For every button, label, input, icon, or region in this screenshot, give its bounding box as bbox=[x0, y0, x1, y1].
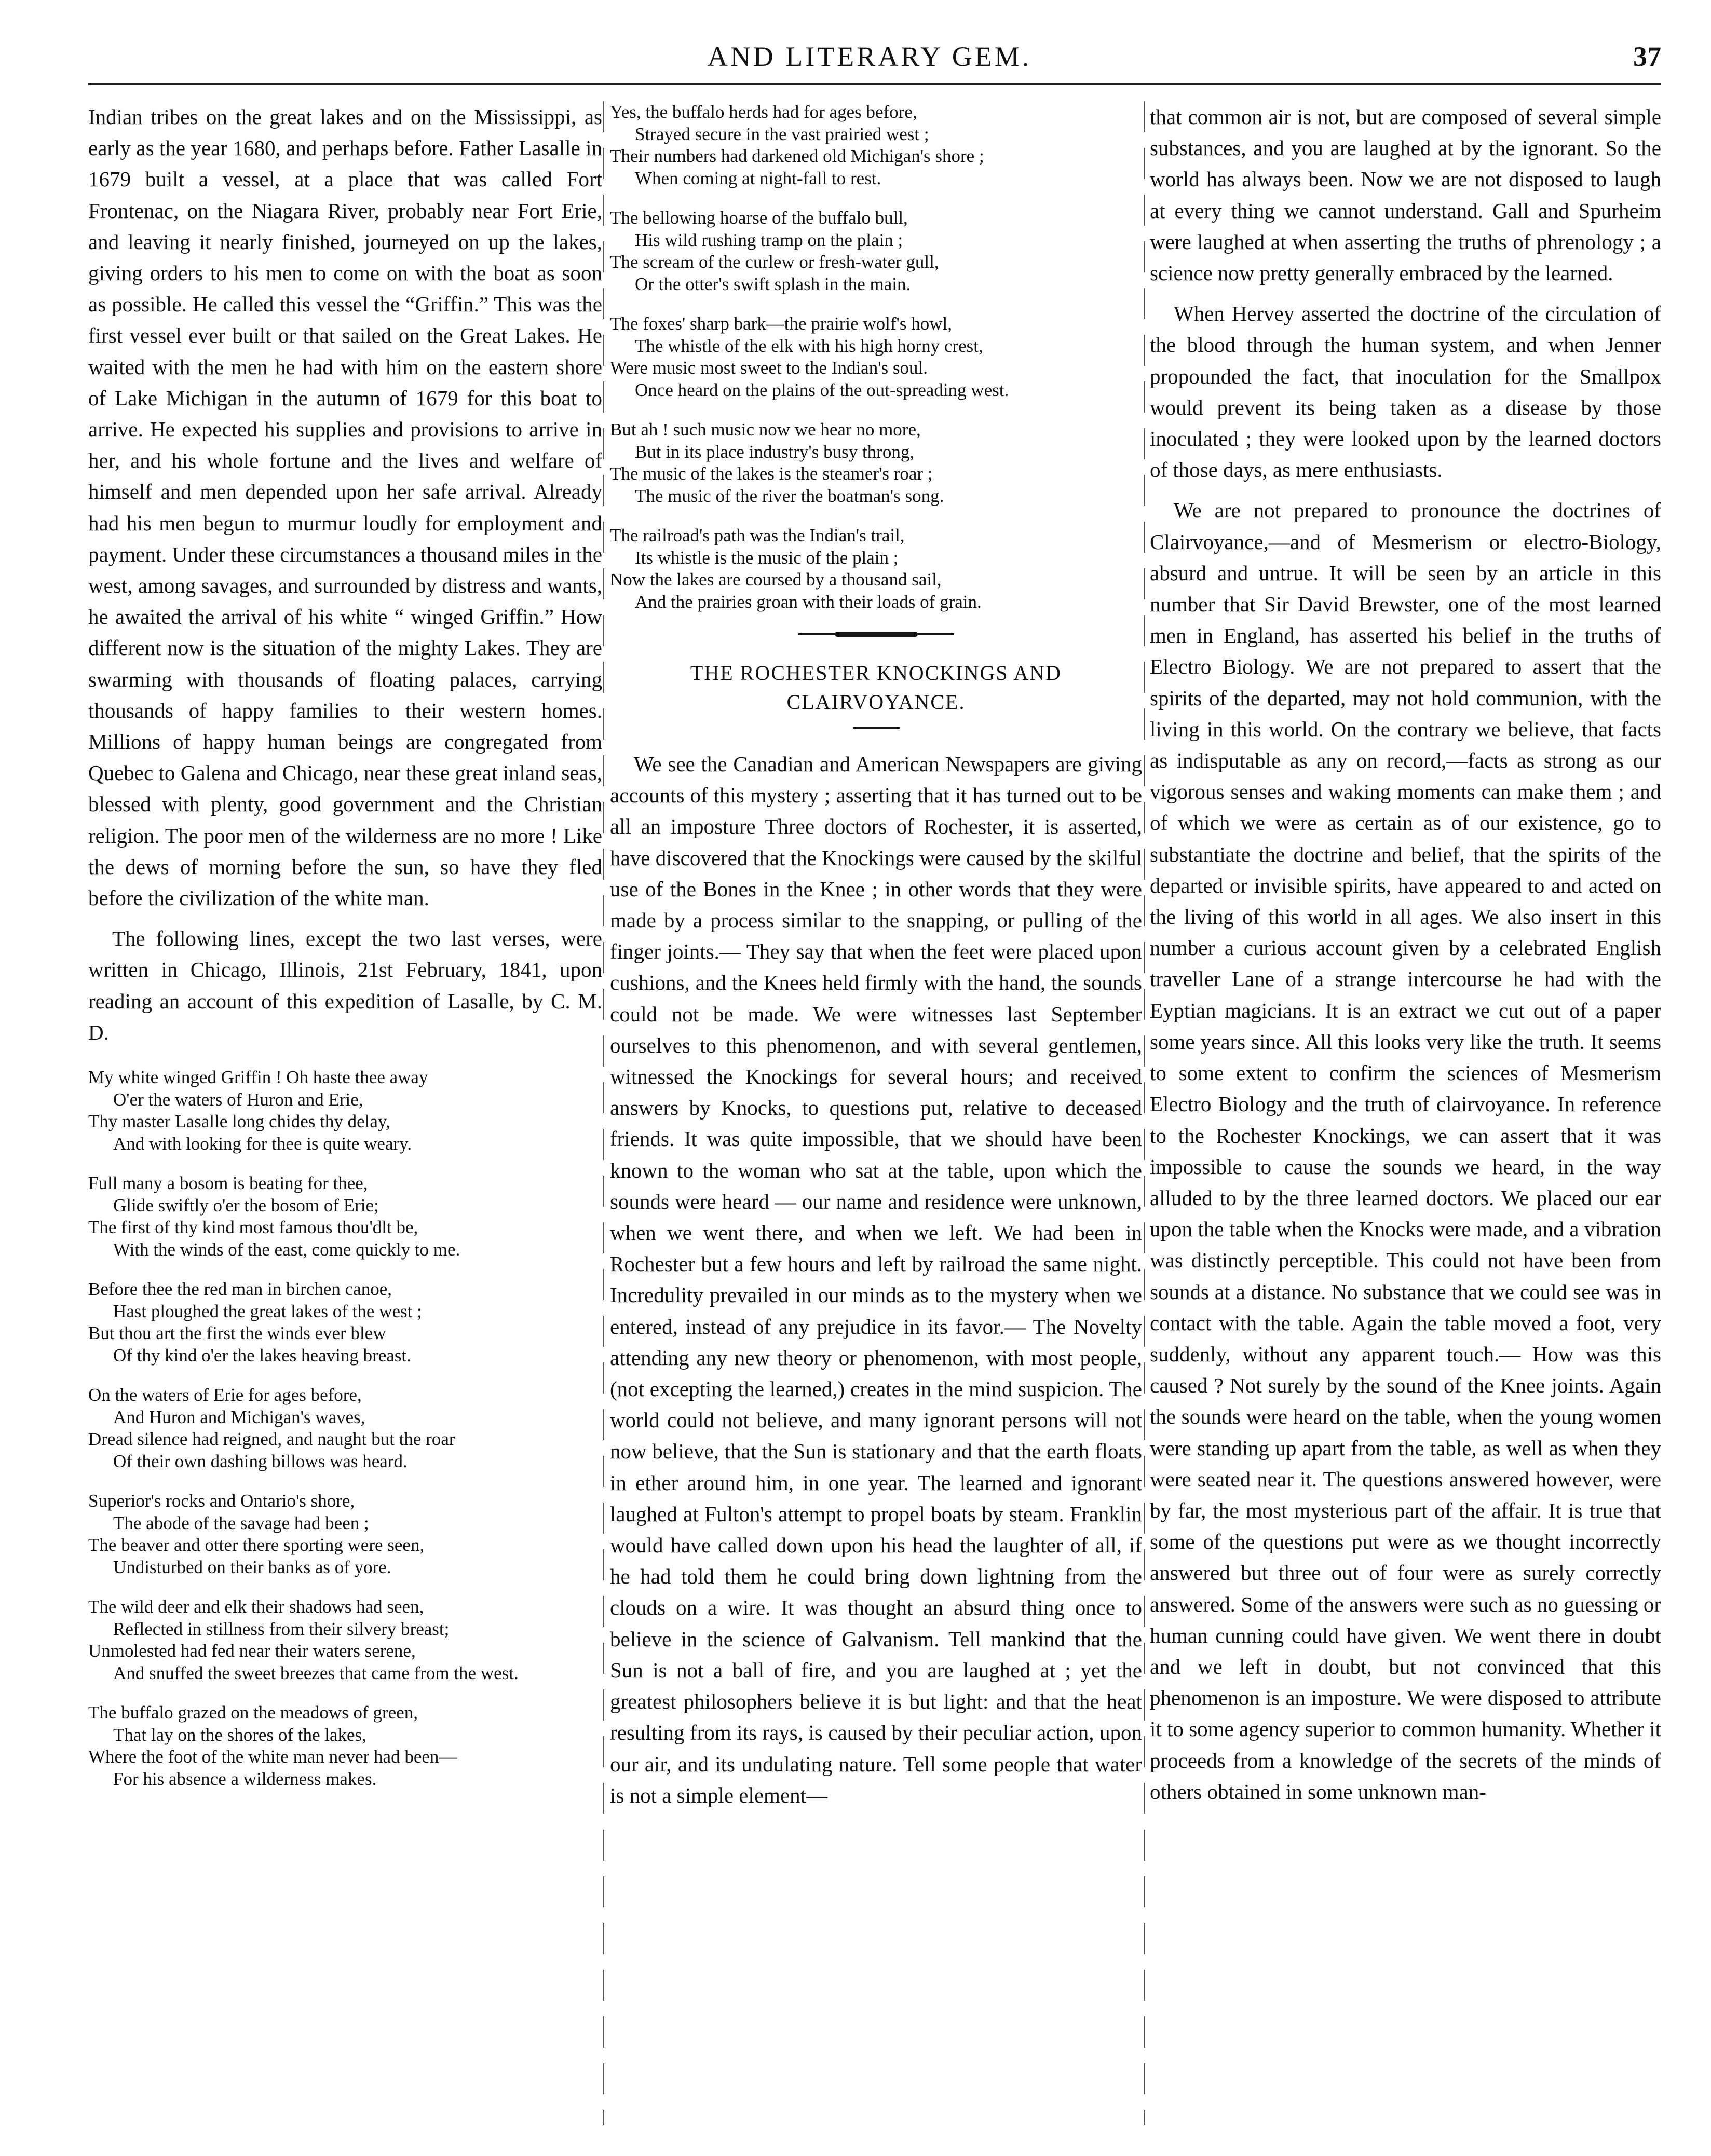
poem-stanza bbox=[88, 1278, 602, 1367]
paragraph: The following lines, except the two last verses, were written in Chicago, Illinois, 21st February, 1841, upon reading an account of this expedition of Lasalle, by C. M. D. bbox=[88, 926, 602, 1044]
poem-stanza bbox=[88, 1490, 602, 1578]
page-number: 37 bbox=[1633, 41, 1661, 72]
section-title bbox=[610, 659, 1142, 717]
poem-line: The first of thy kind most famous thou'dlt be, bbox=[88, 1217, 418, 1238]
running-title: AND LITERARY GEM. bbox=[707, 41, 1032, 72]
poem-line: But ah ! such music now we hear no more, bbox=[610, 419, 921, 440]
poem-line: The wild deer and elk their shadows had seen, bbox=[88, 1596, 424, 1617]
poem-line: His wild rushing tramp on the plain ; bbox=[635, 229, 903, 250]
poem-line: Once heard on the plains of the out-spreading west. bbox=[635, 379, 1009, 400]
poem-line: Superior's rocks and Ontario's shore, bbox=[88, 1491, 355, 1511]
poem-line: And with looking for thee is quite weary. bbox=[113, 1133, 412, 1154]
poem-line: The abode of the savage had been ; bbox=[113, 1512, 369, 1533]
poem-stanza bbox=[610, 419, 1142, 507]
poem-line: My white winged Griffin ! Oh haste thee away bbox=[88, 1067, 428, 1088]
poem-line: And the prairies groan with their loads of grain. bbox=[635, 591, 982, 612]
poem-line: Its whistle is the music of the plain ; bbox=[635, 547, 899, 568]
column-divider bbox=[603, 101, 604, 2125]
poem-stanza bbox=[610, 101, 1142, 189]
poem-line: And snuffed the sweet breezes that came from the west. bbox=[113, 1662, 519, 1683]
poem-line: And Huron and Michigan's waves, bbox=[113, 1407, 365, 1427]
column-right bbox=[1150, 101, 1661, 1807]
poem-line: Of their own dashing billows was heard. bbox=[113, 1451, 408, 1471]
ornamental-rule bbox=[798, 631, 954, 638]
poem-line: Glide swiftly o'er the bosom of Erie; bbox=[113, 1195, 379, 1216]
column-left bbox=[88, 101, 602, 1808]
poem-line: Reflected in stillness from their silvery breast; bbox=[113, 1618, 450, 1639]
section-title-line: THE ROCHESTER KNOCKINGS AND bbox=[690, 661, 1062, 685]
poem-line: For his absence a wilderness makes. bbox=[113, 1768, 377, 1789]
poem-line: Now the lakes are coursed by a thousand sail, bbox=[610, 569, 942, 590]
poem-line: But thou art the first the winds ever blew bbox=[88, 1323, 386, 1344]
divider bbox=[853, 727, 900, 729]
poem-stanza bbox=[88, 1067, 602, 1155]
poem-line: The foxes' sharp bark—the prairie wolf's howl, bbox=[610, 313, 952, 334]
paragraph: We see the Canadian and American Newspapers are giving accounts of this mystery ; asserting that it has turned out to be all an imposture Three doctors of Rochester, it is asserted, have discovered that the Knockings were caused by the skilful use of the Bones in the Knee ; in other words that they were made by a process similar to the snapping, or pulling of the finger joints.— They say that when the feet were placed upon cushions, and the Knees held firmly with the hand, the sounds could not be made. We were witnesses last September ourselves to this phenomenon, and with several gentlemen, witnessed the Knockings for several hours; and received answers by Knocks, to questions put, relative to deceased friends. It was quite impossible, that we should have been known to the woman who sat at the table, upon which the sounds were heard — our name and residence were unknown, when we went there, and when we left. We had been in Rochester but a few hours and left by railroad the same night. Incredulity prevailed in our minds as to the mystery when we entered, instead of any prejudice in its favor.— The Novelty attending any new theory or phenomenon, with most people, (not excepting the learned,) creates in the mind suspicion. The world could not believe, and many ignorant persons will not now believe, that the Sun is stationary and that the earth floats in ether around him, in one year. The learned and ignorant laughed at Fulton's attempt to propel boats by steam. Franklin would have called down upon his head the laughter of all, if he had told them he could bring down lightning from the clouds on a wire. It was thought an absurd thing once to believe in the science of Galvanism. Tell mankind that the Sun is not a ball of fire, and you are laughed at ; yet the greatest philosophers believe it is but light: and that the heat resulting from its rays, is caused by their peculiar action, upon our air, and its undulating nature. Tell some people that water is not a simple element— bbox=[610, 752, 1142, 1807]
poem-line: Full many a bosom is beating for thee, bbox=[88, 1173, 368, 1194]
paragraph: We are not prepared to pronounce the doctrines of Clairvoyance,—and of Mesmerism or electro-Biology, absurd and untrue. It will be seen by an article in this number that Sir David Brewster, one of the most learned men in England, has asserted his belief in the truths of Electro Biology. We are not prepared to assert that the spirits of the departed, may not hold communion, with the living in this world. On the contrary we believe, that facts as indisputable as any on record,—facts as strong as our vigorous senses and waking moments can make them ; and of which we were as certain as of our existence, go to substantiate the doctrine and belief, that the spirits of the departed or invisible spirits, have appeared to and acted on the living of this world in all ages. We also insert in this number a curious account given by a celebrated English traveller Lane of a strange intercourse he had with the Eyptian magicians. It is an extract we cut out of a paper some years since. All this looks very like the truth. It seems to some extent to confirm the sciences of Mesmerism Electro Biology and the truth of clairvoyance. In reference to the Rochester Knockings, we can assert that it was impossible to cause the sounds we heard, in the way alluded to by the three learned doctors. We placed our ear upon the table when the Knocks were made, and a vibration was distinctly perceptible. This could not have been from sounds at a distance. No substance that we could see was in contact with the table. Again the table moved a foot, very suddenly, without any apparent touch.— How was this caused ? Not surely by the sound of the Knee joints. Again the sounds were heard on the table, when the young women were standing up apart from the table, as well as when they were seated near it. The questions answered however, were by far, the most mysterious part of the affair. It is true that some of the questions put were as we thought incorrectly answered but three out of four were as surely correctly answered. Some of the answers were such as no guessing or human cunning could have given. We went there in doubt and we left in doubt, but not convinced that this phenomenon is an imposture. We were disposed to attribute it to some agency superior to common humanity. Whether it proceeds from a knowledge of the secrets of the minds of others obtained in some unknown man- bbox=[1150, 498, 1661, 1804]
poem-line: Dread silence had reigned, and naught but the roar bbox=[88, 1429, 455, 1450]
poem-line: Unmolested had fed near their waters serene, bbox=[88, 1641, 416, 1661]
paragraph: Indian tribes on the great lakes and on the Mississippi, as early as the year 1680, and perhaps before. Father Lasalle in 1679 built a vessel, at a place that was called Fort Frontenac, on the Niagara River, probably near Fort Erie, and leaving it nearly finished, journeyed on up the lakes, giving orders to his men to come on with the boat as soon as possible. He called this vessel the “Griffin.” This was the first vessel ever built or that sailed on the Great Lakes. He waited with the men he had with him on the eastern shore of Lake Michigan in the autumn of 1679 for this boat to arrive. He expected his supplies and provisions to arrive in her, and his whole fortune and the lives and welfare of himself and men depended upon her safe arrival. Already had his men begun to murmur loudly for employment and payment. Under these circumstances a thousand miles in the west, among savages, and surrounded by distress and wants, he awaited the arrival of his white “ winged Griffin.” How different now is the situation of the mighty Lakes. They are swarming with thousands of floating palaces, carrying thousands of happy families to their western homes. Millions of happy human beings are congregated from Quebec to Galena and Chicago, near these great inland seas, blessed with plenty, good government and the Christian religion. The poor men of the wilderness are no more ! Like the dews of morning before the sun, so have they fled before the civilization of the white man. bbox=[88, 105, 602, 910]
poem-line: With the winds of the east, come quickly to me. bbox=[113, 1239, 460, 1260]
poem-line: Where the foot of the white man never had been— bbox=[88, 1746, 457, 1767]
poem-stanza bbox=[610, 313, 1142, 401]
poem-line: The music of the river the boatman's song. bbox=[635, 485, 944, 506]
paragraph: When Hervey asserted the doctrine of the circulation of the blood through the human system, and when Jenner propounded the fact, that inoculation for the Smallpox would prevent its being taken as a disease by those inoculated ; they were looked upon by the learned doctors of those days, as mere enthusiasts. bbox=[1150, 302, 1661, 482]
poem-line: That lay on the shores of the lakes, bbox=[113, 1724, 366, 1745]
poem-line: Thy master Lasalle long chides thy delay, bbox=[88, 1111, 390, 1132]
poem-line: O'er the waters of Huron and Erie, bbox=[113, 1089, 363, 1110]
poem-line: When coming at night-fall to rest. bbox=[635, 168, 881, 188]
paragraph: that common air is not, but are composed of several simple substances, and you are laughed at by the ignorant. So the world has always been. Now we are not disposed to laugh at every thing we cannot understand. Gall and Spurheim were laughed at when asserting the truths of phrenology ; a science now pretty generally embraced by the learned. bbox=[1150, 105, 1661, 285]
column-divider bbox=[1144, 101, 1145, 2125]
poem-stanza bbox=[610, 525, 1142, 613]
poem-line: Undisturbed on their banks as of yore. bbox=[113, 1557, 391, 1577]
poem-line: Before thee the red man in birchen canoe, bbox=[88, 1279, 392, 1300]
poem-line: Or the otter's swift splash in the main. bbox=[635, 274, 911, 294]
poem-line: The railroad's path was the Indian's trail, bbox=[610, 525, 905, 545]
poem-line: Were music most sweet to the Indian's soul. bbox=[610, 358, 928, 378]
poem-stanza bbox=[88, 1172, 602, 1261]
poem-stanza bbox=[88, 1384, 602, 1472]
poem-line: Strayed secure in the vast prairied west ; bbox=[635, 124, 929, 144]
poem-line: The beaver and otter there sporting were seen, bbox=[88, 1535, 425, 1555]
section-title-line: CLAIRVOYANCE. bbox=[786, 690, 966, 714]
poem-stanza bbox=[88, 1702, 602, 1790]
poem-line: But in its place industry's busy throng, bbox=[635, 441, 915, 462]
poem-line: Of thy kind o'er the lakes heaving breast. bbox=[113, 1345, 411, 1366]
header-rule bbox=[88, 83, 1661, 85]
poem-line: The buffalo grazed on the meadows of green, bbox=[88, 1702, 418, 1723]
poem-line: On the waters of Erie for ages before, bbox=[88, 1385, 362, 1406]
poem-line: The whistle of the elk with his high horny crest, bbox=[635, 335, 983, 356]
poem-line: Yes, the buffalo herds had for ages before, bbox=[610, 102, 917, 122]
poem-stanza bbox=[610, 207, 1142, 295]
poem-line: The bellowing hoarse of the buffalo bull, bbox=[610, 208, 908, 228]
poem-line: Hast ploughed the great lakes of the west ; bbox=[113, 1301, 422, 1321]
poem-line: The music of the lakes is the steamer's roar ; bbox=[610, 463, 933, 484]
poem-line: The scream of the curlew or fresh-water gull, bbox=[610, 252, 939, 272]
poem-stanza bbox=[88, 1596, 602, 1684]
poem-line: Their numbers had darkened old Michigan's shore ; bbox=[610, 146, 984, 166]
column-middle bbox=[610, 101, 1142, 1811]
